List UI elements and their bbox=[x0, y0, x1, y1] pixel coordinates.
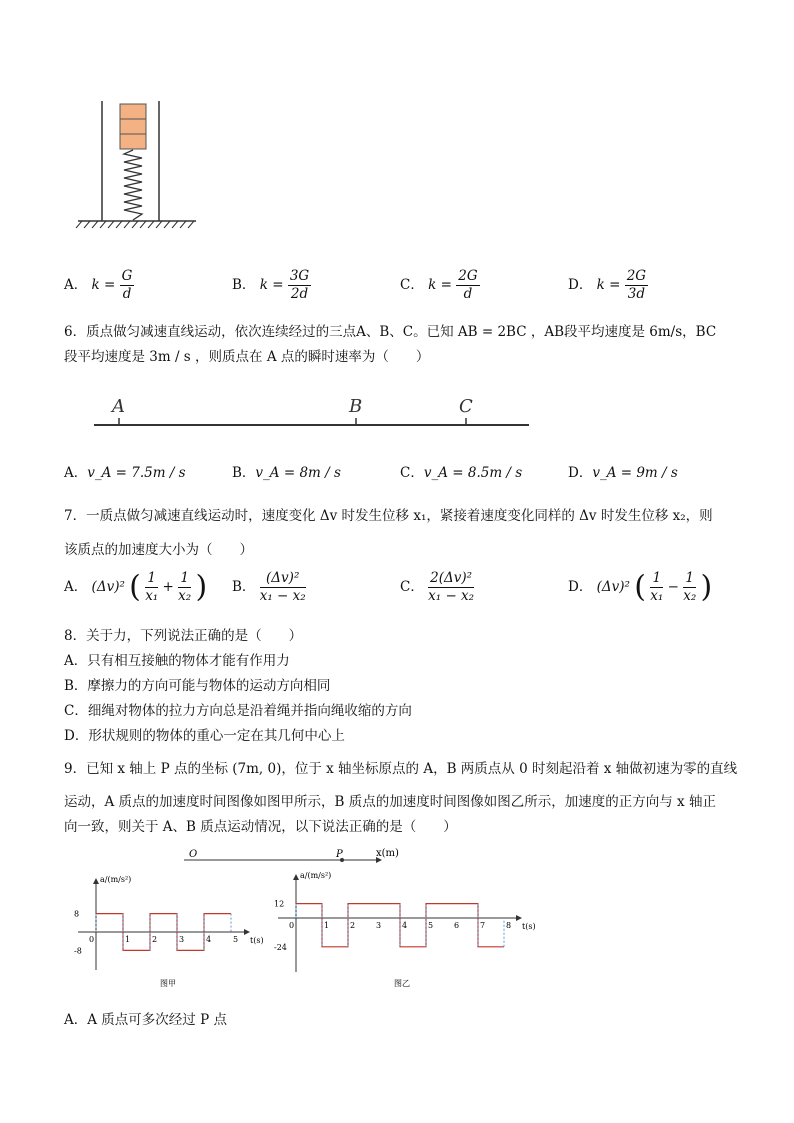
frac-den: x₁ − x₂ bbox=[259, 588, 306, 604]
frac-num: 3G bbox=[289, 268, 310, 284]
q6-option-d[interactable] bbox=[568, 461, 678, 481]
chart-jia bbox=[64, 866, 274, 994]
x-tick-label: 2 bbox=[152, 935, 158, 944]
chart-yi bbox=[274, 866, 544, 994]
q6-option-c[interactable] bbox=[400, 461, 522, 481]
frac-den: 3d bbox=[627, 286, 646, 302]
x-tick-label: 6 bbox=[454, 921, 460, 930]
q5-option-a[interactable] bbox=[64, 268, 134, 303]
option-text: v_A = 7.5m / s bbox=[87, 465, 186, 481]
option-letter: B． bbox=[232, 579, 256, 595]
frac-den: x₁ bbox=[145, 588, 159, 604]
position-axis-label: x(m) bbox=[376, 848, 399, 859]
option-letter: A． bbox=[64, 579, 88, 595]
weight-block-3 bbox=[120, 134, 146, 149]
point-b-label: B bbox=[349, 396, 363, 417]
delta-v-squared: (Δv)² bbox=[91, 579, 125, 595]
x-tick-label: 1 bbox=[125, 935, 131, 944]
ground-hatch bbox=[76, 221, 194, 228]
q8-option-d[interactable]: D．形状规则的物体的重心一定在其几何中心上 bbox=[64, 728, 345, 744]
option-letter: B． bbox=[232, 465, 256, 481]
frac-den: d bbox=[122, 286, 132, 302]
q7-stem-line1: 7．一质点做匀减速直线运动时，速度变化 Δv 时发生位移 x₁，紧接着速度变化同样的 Δv 时发生位移 x₂，则 bbox=[64, 508, 713, 524]
y-axis-arrow bbox=[93, 878, 99, 884]
x-tick-label: 4 bbox=[206, 935, 212, 944]
q7-option-a[interactable]: A． (Δv)² ( $\frac{1}{\text{x₁}}$ + $\frac{1}{\text{x₂}}$ ) bbox=[64, 569, 208, 605]
option-expr: k = bbox=[91, 277, 116, 293]
q9-stem-line3: 向一致，则关于 A、B 质点运动情况，以下说法正确的是（ ） bbox=[64, 819, 457, 835]
option-letter: C． bbox=[400, 465, 424, 481]
frac-num: 1 bbox=[683, 570, 696, 588]
q5-option-c[interactable] bbox=[400, 268, 480, 303]
x-tick-label: 1 bbox=[324, 921, 330, 930]
x-axis-label: t(s) bbox=[250, 936, 264, 945]
q8-option-c[interactable]: C．细绳对物体的拉力方向总是沿着绳并指向绳收缩的方向 bbox=[64, 703, 412, 719]
x-tick-label: 3 bbox=[376, 921, 382, 930]
q9-stem-line1: 9．已知 x 轴上 P 点的坐标 (7m, 0)，位于 x 轴坐标原点的 A，B 两质点从 0 时刻起沿着 x 轴做初速为零的直线 bbox=[64, 761, 738, 777]
option-expr: k = bbox=[428, 277, 452, 293]
option-letter: B． bbox=[232, 277, 256, 293]
origin-label: O bbox=[189, 849, 198, 860]
y-axis-label: a/(m/s²) bbox=[100, 875, 132, 884]
q8-option-a[interactable]: A．只有相互接触的物体才能有作用力 bbox=[64, 653, 290, 669]
x-tick-label: 7 bbox=[480, 921, 486, 930]
x-tick-label: 3 bbox=[179, 935, 185, 944]
q6-stem-line1: 6．质点做匀减速直线运动，依次连续经过的三点A、B、C。已知 AB = 2BC ，AB段平均速度是 6m/s，BC bbox=[64, 324, 717, 340]
x-axis-label: t(s) bbox=[522, 922, 536, 931]
q6-option-b[interactable] bbox=[232, 461, 341, 481]
frac-den: d bbox=[463, 286, 473, 302]
frac-num: 1 bbox=[650, 570, 663, 588]
option-letter: C． bbox=[400, 579, 424, 595]
delta-v-squared: (Δv)² bbox=[596, 579, 630, 595]
q9-option-a[interactable]: A．A 质点可多次经过 P 点 bbox=[64, 1012, 227, 1028]
frac-num: 1 bbox=[178, 570, 191, 588]
x-tick-label: 0 bbox=[289, 921, 295, 930]
option-letter: D． bbox=[568, 579, 593, 595]
point-p-label: P bbox=[336, 849, 343, 860]
plus-sign: + bbox=[162, 579, 174, 595]
option-text: v_A = 8m / s bbox=[255, 465, 341, 481]
frac-num: 2G bbox=[626, 268, 647, 284]
option-letter: A． bbox=[64, 465, 88, 481]
y-tick-label: 8 bbox=[74, 909, 80, 919]
y-axis-arrow bbox=[293, 874, 299, 880]
q9-position-axis bbox=[64, 844, 544, 866]
y-tick-label: -8 bbox=[74, 946, 82, 956]
q7-stem-line2: 该质点的加速度大小为（ ） bbox=[64, 542, 253, 558]
option-text: v_A = 9m / s bbox=[592, 465, 678, 481]
weight-block-2 bbox=[120, 119, 146, 134]
y-tick-label: -24 bbox=[274, 942, 287, 952]
x-tick-label: 5 bbox=[233, 935, 239, 944]
q6-line-figure bbox=[64, 372, 540, 442]
q5-option-d[interactable] bbox=[568, 268, 648, 303]
q7-option-d[interactable]: D． (Δv)² ( $\frac{1}{\text{x₁}}$ − $\frac{1}{\text{x₂}}$ ) bbox=[568, 569, 713, 605]
minus-sign: − bbox=[667, 579, 679, 595]
frac-den: x₂ bbox=[178, 588, 192, 604]
point-c-label: C bbox=[459, 396, 473, 417]
q6-option-a[interactable] bbox=[64, 461, 186, 481]
q8-option-b[interactable]: B．摩擦力的方向可能与物体的运动方向相同 bbox=[64, 678, 331, 694]
x-tick-label: 5 bbox=[428, 921, 434, 930]
option-letter: D． bbox=[568, 277, 593, 293]
option-text: v_A = 8.5m / s bbox=[423, 465, 523, 481]
frac-num: (Δv)² bbox=[260, 570, 306, 588]
x-axis-arrow bbox=[244, 929, 250, 935]
frac-den: x₁ bbox=[650, 588, 664, 604]
option-letter: C． bbox=[400, 277, 424, 293]
frac-den: x₂ bbox=[683, 588, 697, 604]
q5-option-b[interactable] bbox=[232, 268, 311, 303]
q6-stem-line2: 段平均速度是 3m / s ，则质点在 A 点的瞬时速率为（ ） bbox=[64, 349, 430, 365]
frac-num: 1 bbox=[145, 570, 158, 588]
x-tick-label: 0 bbox=[89, 935, 95, 944]
chart-caption: 图甲 bbox=[160, 979, 176, 988]
frac-num: 2G bbox=[458, 268, 478, 284]
x-tick-label: 4 bbox=[402, 921, 408, 930]
option-expr: k = bbox=[596, 277, 621, 293]
x-tick-label: 8 bbox=[506, 921, 512, 930]
option-expr: k = bbox=[259, 277, 284, 293]
spring-coil bbox=[124, 150, 142, 220]
option-letter: A． bbox=[64, 277, 88, 293]
y-axis-label: a/(m/s²) bbox=[300, 871, 332, 880]
frac-num: G bbox=[121, 268, 133, 284]
q8-stem: 8．关于力，下列说法正确的是（ ） bbox=[64, 628, 303, 644]
spring-figure bbox=[64, 96, 200, 244]
option-letter: D． bbox=[568, 465, 593, 481]
q7-option-c[interactable] bbox=[400, 570, 474, 605]
q9-stem-line2: 运动，A 质点的加速度时间图像如图甲所示，B 质点的加速度时间图像如图乙所示，加速度的正方向与 x 轴正 bbox=[64, 794, 716, 810]
frac-den: 2d bbox=[290, 286, 309, 302]
point-a-label: A bbox=[112, 396, 125, 417]
x-axis-arrow bbox=[516, 915, 522, 921]
chart-caption: 图乙 bbox=[394, 979, 410, 988]
y-tick-label: 12 bbox=[274, 899, 285, 909]
frac-num: 2(Δv)² bbox=[428, 570, 474, 588]
q7-option-b[interactable] bbox=[232, 570, 306, 605]
weight-block-1 bbox=[120, 104, 146, 119]
frac-den: x₁ − x₂ bbox=[428, 588, 475, 604]
x-tick-label: 2 bbox=[350, 921, 356, 930]
